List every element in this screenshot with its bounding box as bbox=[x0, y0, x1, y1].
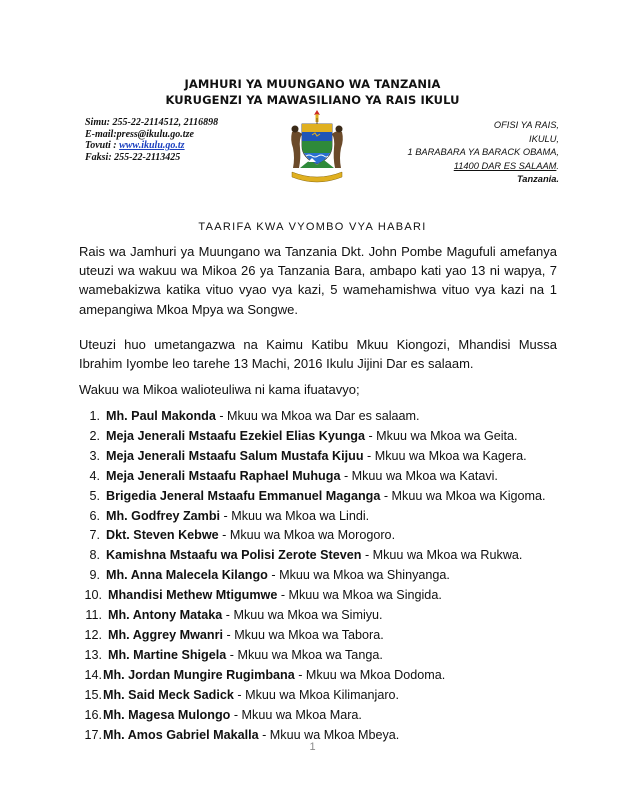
list-item: 9. Mh. Anna Malecela Kilango - Mkuu wa Mkoa wa Shinyanga. bbox=[89, 568, 450, 583]
intro-paragraph: Rais wa Jamhuri ya Muungano wa Tanzania Dkt. John Pombe Magufuli amefanya uteuzi wa wakuu wa Mikoa 26 ya Tanzania Bara, ambapo kati yao 13 ni wapya, 7 wamebakizwa katika vituo vyao vya kazi, 5 wamehamishwa vituo vya kazi na 1 amepangiwa Mkoa Mpya wa Songwe. bbox=[79, 244, 557, 317]
address-street: 1 BARABARA YA BARACK OBAMA, bbox=[407, 147, 559, 157]
list-item: 15.Mh. Said Meck Sadick - Mkuu wa Mkoa Kilimanjaro. bbox=[84, 687, 400, 702]
list-item: 4. Meja Jenerali Mstaafu Raphael Muhuga - Mkuu wa Mkoa wa Katavi. bbox=[89, 468, 498, 483]
address-ikulu: IKULU, bbox=[529, 133, 559, 144]
press-release-title: TAARIFA KWA VYOMBO VYA HABARI bbox=[198, 221, 427, 233]
republic-title: JAMHURI YA MUUNGANO WA TANZANIA bbox=[184, 77, 441, 91]
list-item: 10. Mhandisi Methew Mtigumwe - Mkuu wa Mkoa wa Singida. bbox=[84, 588, 442, 603]
list-item: 1. Mh. Paul Makonda - Mkuu wa Mkoa wa Dar es salaam. bbox=[89, 409, 420, 423]
website-line: Tovuti : www.ikulu.go.tz bbox=[85, 140, 185, 151]
fax-line: Faksi: 255-22-2113425 bbox=[85, 151, 181, 163]
list-item: 8. Kamishna Mstaafu wa Polisi Zerote Steven - Mkuu wa Mkoa wa Rukwa. bbox=[89, 548, 523, 563]
list-item: 16.Mh. Magesa Mulongo - Mkuu wa Mkoa Mara. bbox=[84, 707, 362, 722]
appointees-list bbox=[80, 407, 580, 745]
address-office: OFISI YA RAIS, bbox=[493, 120, 559, 130]
email-line: E-mail:press@ikulu.go.tze bbox=[85, 128, 194, 140]
directorate-title: KURUGENZI YA MAWASILIANO YA RAIS IKULU bbox=[165, 93, 460, 107]
announcement-paragraph: Uteuzi huo umetangazwa na Kaimu Katibu Mkuu Kiongozi, Mhandisi Mussa Ibrahim Iyombe leo tarehe 13 Machi, 2016 Ikulu Jijini Dar es salaam. bbox=[79, 337, 557, 372]
list-intro-paragraph: Wakuu wa Mikoa walioteuliwa ni kama ifuatavyo; bbox=[79, 382, 360, 397]
list-item: 17.Mh. Amos Gabriel Makalla - Mkuu wa Mkoa Mbeya. bbox=[84, 727, 400, 742]
list-item: 14.Mh. Jordan Mungire Rugimbana - Mkuu wa Mkoa Dodoma. bbox=[84, 667, 446, 682]
address-block bbox=[407, 119, 559, 187]
list-item: 12. Mh. Aggrey Mwanri - Mkuu wa Mkoa wa Tabora. bbox=[84, 627, 384, 642]
email-text: press@ikulu.go.tz bbox=[116, 128, 190, 140]
address-country: Tanzania. bbox=[516, 174, 559, 184]
list-item: 11. Mh. Antony Mataka - Mkuu wa Mkoa wa Simiyu. bbox=[85, 608, 383, 623]
page-number: 1 bbox=[309, 741, 316, 753]
coat-of-arms-icon bbox=[286, 110, 348, 184]
address-city: 11400 DAR ES SALAAM. bbox=[453, 160, 559, 171]
website-link[interactable]: www.ikulu.go.tz bbox=[119, 140, 185, 151]
contact-block bbox=[85, 117, 218, 163]
list-item: 3. Meja Jenerali Mstaafu Salum Mustafa Kijuu - Mkuu wa Mkoa wa Kagera. bbox=[89, 448, 527, 463]
list-item: 7. Dkt. Steven Kebwe - Mkuu wa Mkoa wa Morogoro. bbox=[89, 528, 396, 543]
list-item: 5. Brigedia Jeneral Mstaafu Emmanuel Maganga - Mkuu wa Mkoa wa Kigoma. bbox=[89, 488, 546, 503]
phone-line: Simu: 255-22-2114512, 2116898 bbox=[85, 117, 219, 128]
list-item: 13. Mh. Martine Shigela - Mkuu wa Mkoa wa Tanga. bbox=[84, 647, 383, 662]
list-item: 2. Meja Jenerali Mstaafu Ezekiel Elias Kyunga - Mkuu wa Mkoa wa Geita. bbox=[89, 428, 518, 443]
list-item: 6. Mh. Godfrey Zambi - Mkuu wa Mkoa wa Lindi. bbox=[89, 508, 370, 523]
